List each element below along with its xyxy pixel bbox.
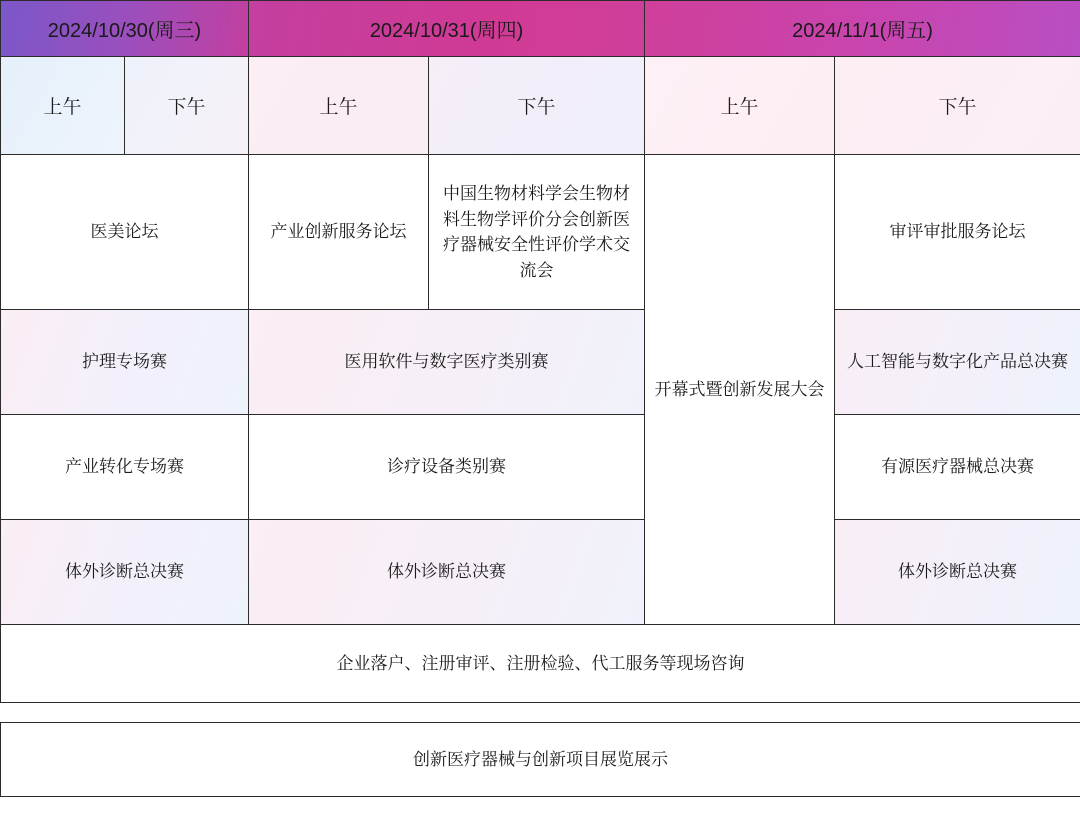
event-cell: 医美论坛 xyxy=(1,155,249,310)
event-cell: 体外诊断总决赛 xyxy=(249,520,645,625)
table-row xyxy=(1,415,1080,520)
event-cell: 体外诊断总决赛 xyxy=(1,520,249,625)
event-cell: 体外诊断总决赛 xyxy=(835,520,1080,625)
event-cell: 人工智能与数字化产品总决赛 xyxy=(835,310,1080,415)
slot-header-3: 下午 xyxy=(429,57,645,155)
spacer-cell xyxy=(1,703,1080,723)
event-cell: 诊疗设备类别赛 xyxy=(249,415,645,520)
table-row-consultation xyxy=(1,625,1080,703)
event-cell: 医用软件与数字医疗类别赛 xyxy=(249,310,645,415)
slot-header-1: 下午 xyxy=(125,57,249,155)
day-header-0: 2024/10/30(周三) xyxy=(1,1,249,57)
day-header-2: 2024/11/1(周五) xyxy=(645,1,1080,57)
event-cell-opening-ceremony: 开幕式暨创新发展大会 xyxy=(645,155,835,625)
slot-header-4: 上午 xyxy=(645,57,835,155)
slot-header-2: 上午 xyxy=(249,57,429,155)
table-row xyxy=(1,155,1080,310)
event-cell: 审评审批服务论坛 xyxy=(835,155,1080,310)
event-cell-consultation: 企业落户、注册审评、注册检验、代工服务等现场咨询 xyxy=(1,625,1080,703)
event-cell: 护理专场赛 xyxy=(1,310,249,415)
table-row xyxy=(1,310,1080,415)
event-cell: 产业创新服务论坛 xyxy=(249,155,429,310)
table-row-exhibition xyxy=(1,723,1080,797)
slot-header-5: 下午 xyxy=(835,57,1080,155)
day-header-row xyxy=(1,1,1080,57)
event-cell: 中国生物材料学会生物材料生物学评价分会创新医疗器械安全性评价学术交流会 xyxy=(429,155,645,310)
day-header-1: 2024/10/31(周四) xyxy=(249,1,645,57)
event-cell: 产业转化专场赛 xyxy=(1,415,249,520)
event-cell: 有源医疗器械总决赛 xyxy=(835,415,1080,520)
slot-header-row xyxy=(1,57,1080,155)
slot-header-0: 上午 xyxy=(1,57,125,155)
table-row xyxy=(1,520,1080,625)
event-cell-exhibition: 创新医疗器械与创新项目展览展示 xyxy=(1,723,1080,797)
row-spacer xyxy=(1,703,1080,723)
